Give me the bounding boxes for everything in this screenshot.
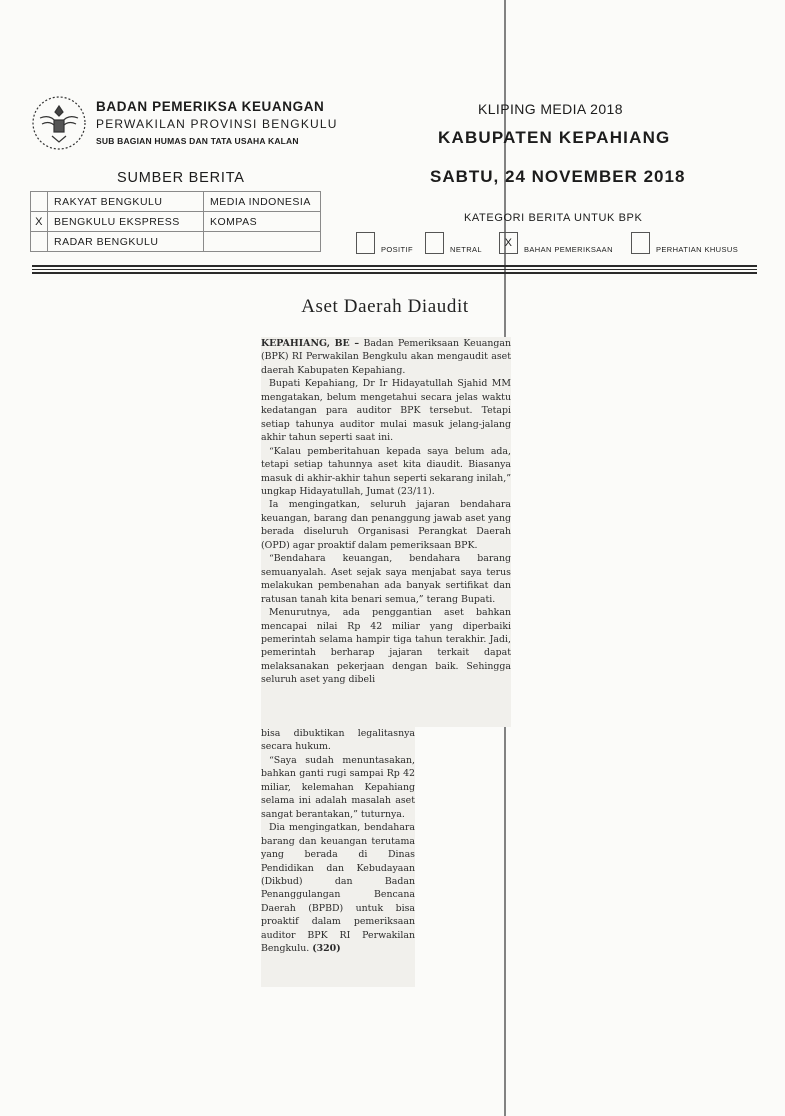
category-label: POSITIF [381, 245, 413, 254]
source-name: MEDIA INDONESIA [204, 192, 321, 212]
article-paragraph: Menurutnya, ada penggantian aset bahkan mencapai nilai Rp 42 miliar yang diperbaiki pemerintah selama hampir tiga tahun terakhir. Jadi, pemerintah berharap jajaran terkait dapat melaksanakan pekerjaan dengan baik. Sehingga seluruh aset yang dibeli [261, 607, 511, 686]
category-section-title: KATEGORI BERITA UNTUK BPK [464, 212, 643, 224]
category-label: BAHAN PEMERIKSAAN [524, 245, 613, 254]
article-headline: Aset Daerah Diaudit [301, 296, 469, 317]
category-checkbox [425, 232, 444, 254]
article-paragraph: “Kalau pemberitahuan kepada saya belum ada, tetapi setiap tahunnya aset kita diaudit. Biasanya masuk di akhir-akhir tahun seperti sekarang inilah,” ungkap Hidayatullah, Jumat (23/11). [261, 445, 511, 497]
kliping-title: KLIPING MEDIA 2018 [478, 101, 623, 117]
article-paragraph: bisa dibuktikan legalitasnya secara hukum. [261, 728, 415, 753]
source-mark: X [31, 212, 48, 232]
source-row [31, 192, 321, 212]
category-netral [425, 232, 482, 254]
category-label: NETRAL [450, 245, 482, 254]
article-column-bottom [261, 727, 415, 987]
region-title: KABUPATEN KEPAHIANG [438, 128, 671, 147]
article-paragraph: Dia mengingatkan, bendahara barang dan keuangan terutama yang berada di Dinas Pendidikan dan Kebudayaan (Dikbud) dan Badan Penanggulangan Bencana Daerah (BPBD) untuk bisa proaktif dalam pemeriksaan auditor BPK RI Perwakilan Bengkulu. (320) [261, 822, 415, 955]
source-name: RAKYAT BENGKULU [48, 192, 204, 212]
article-paragraph: “Bendahara keuangan, bendahara barang semuanyalah. Aset sejak saya menjabat saya terus melakukan pembenahan ada banyak sertifikat dan ratusan tanah kita benari semua,” terang Bupati. [261, 553, 511, 605]
category-positif [356, 232, 413, 254]
category-perhatian-khusus [631, 232, 738, 254]
source-mark [31, 232, 48, 252]
article-paragraph: Bupati Kepahiang, Dr Ir Hidayatullah Sjahid MM mengatakan, belum mengetahui secara jelas waktu kedatangan para auditor BPK tersebut. Tetapi setiap tahunya auditor mulai masuk jelang-jalang akhir tahun seperti saat ini. [261, 378, 511, 444]
category-checkbox [631, 232, 650, 254]
category-checkbox [356, 232, 375, 254]
source-section-title: SUMBER BERITA [117, 170, 245, 186]
category-label: PERHATIAN KHUSUS [656, 245, 739, 254]
source-row [31, 212, 321, 232]
article-paragraph: Ia mengingatkan, seluruh jajaran bendahara keuangan, barang dan penanggung jawab aset yang berada diseluruh Organisasi Perangkat Daerah (OPD) agar proaktif dalam pemeriksaan BPK. [261, 499, 511, 551]
source-name: KOMPAS [204, 212, 321, 232]
source-name: RADAR BENGKULU [48, 232, 204, 252]
article-signature: (320) [312, 943, 341, 955]
source-table [30, 191, 321, 252]
article-paragraph: KEPAHIANG, BE – Badan Pemeriksaan Keuangan (BPK) RI Perwakilan Bengkulu akan mengaudit aset daerah Kabupaten Kepahiang. [261, 338, 511, 376]
header-divider [32, 269, 757, 270]
source-name [204, 232, 321, 252]
org-branch: PERWAKILAN PROVINSI BENGKULU [96, 117, 338, 131]
category-bahan-pemeriksaan [499, 232, 613, 254]
category-checkbox: X [499, 232, 518, 254]
article-column-top [261, 337, 511, 727]
header-divider [32, 265, 757, 267]
article-paragraph: “Saya sudah menuntasakan, bahkan ganti rugi sampai Rp 42 miliar, kelemahan Kepahiang selama ini adalah masalah aset sangat berantakan,” tuturnya. [261, 754, 415, 820]
clipping-date: SABTU, 24 NOVEMBER 2018 [430, 167, 686, 186]
article-dateline: KEPAHIANG, BE – [261, 338, 360, 349]
source-name: BENGKULU EKSPRESS [48, 212, 204, 232]
garuda-emblem-icon [30, 94, 88, 152]
org-subdivision: SUB BAGIAN HUMAS DAN TATA USAHA KALAN [96, 136, 299, 146]
header-divider [32, 272, 757, 274]
org-name: BADAN PEMERIKSA KEUANGAN [96, 99, 325, 114]
source-row [31, 232, 321, 252]
source-mark [31, 192, 48, 212]
